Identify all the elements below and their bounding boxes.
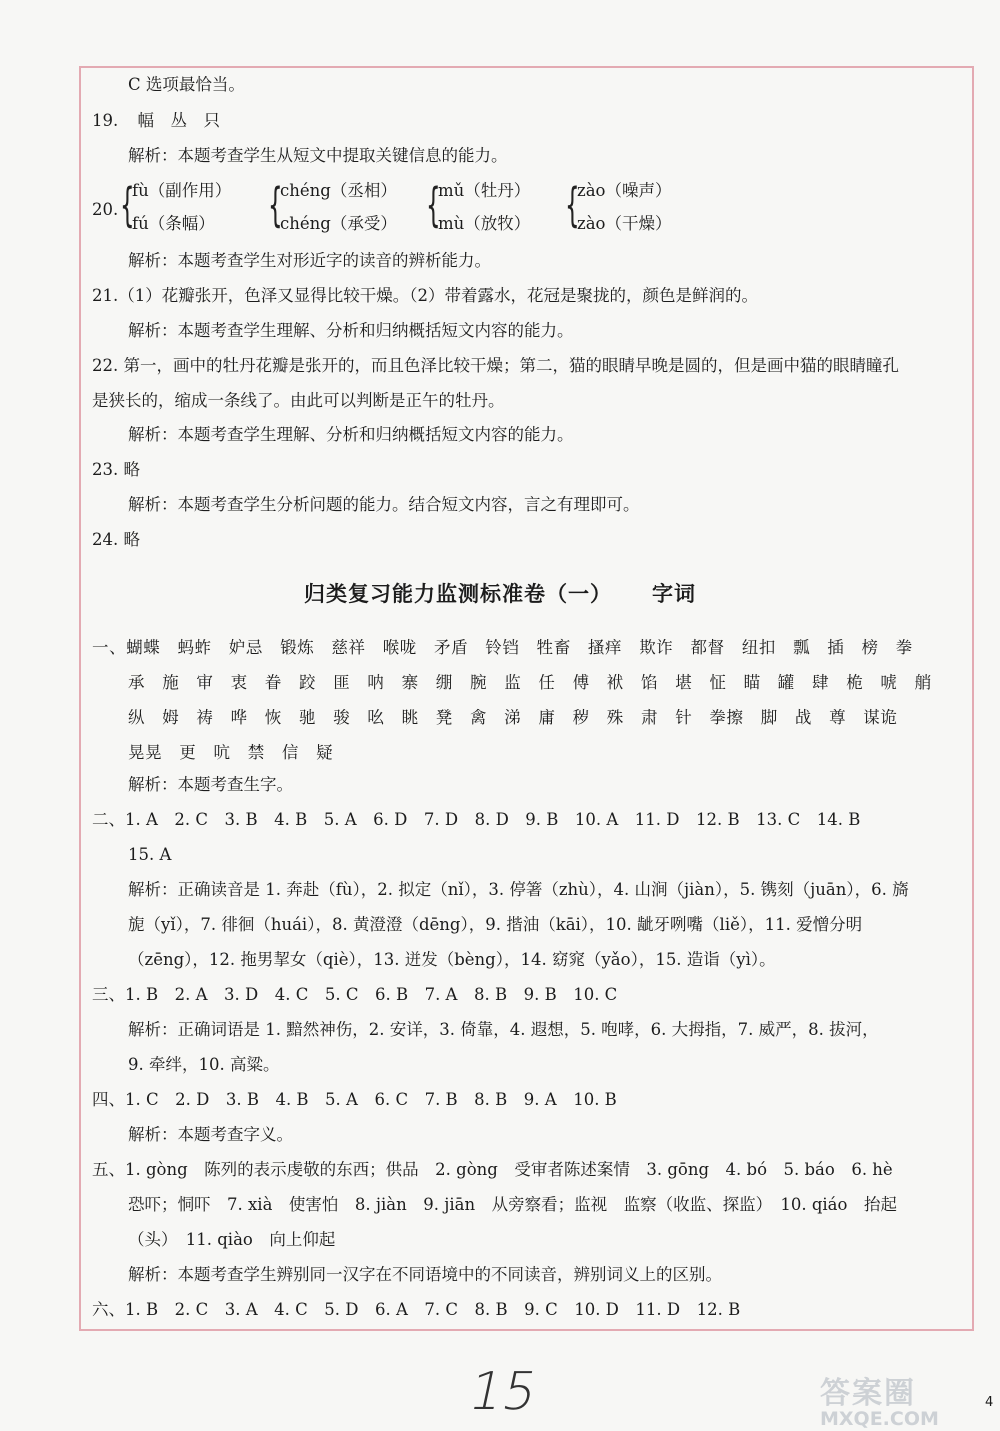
answer-22-cont: 是狭长的，缩成一条线了。由此可以判断是正午的牡丹。 [92,391,505,410]
part5-answers-3: （头） 11. qiào 向上仰起 [128,1230,336,1249]
part1-row-4: 晃晃 更 吭 禁 信 疑 [128,743,334,762]
brace-icon: { [426,178,441,232]
answer-24: 24. 略 [92,530,140,549]
pair-3-b: mù（放牧） [438,214,531,233]
pair-1-b: fú（条幅） [132,214,215,233]
pair-4-b: zào（干燥） [577,214,672,233]
pair-2-b: chéng（承受） [280,214,397,233]
part2-note-1: 解析：正确读音是 1. 奔赴（fù），2. 拟定（nǐ），3. 停箸（zhù），4. 山涧（jiàn），5. 镌刻（juān），6. 旖 [128,880,909,899]
answer-20-note: 解析：本题考查学生对形近字的读音的辨析能力。 [128,251,491,270]
answer-19-note: 解析：本题考查学生从短文中提取关键信息的能力。 [128,146,508,165]
part3-note-2: 9. 牵绊，10. 高粱。 [128,1055,280,1074]
answer-18-tail: C 选项最恰当。 [128,75,245,94]
answer-19-text: 幅 丛 只 [137,111,220,130]
part2-answers-cont: 15. A [128,845,172,864]
section-title-sub: 字词 [652,582,696,606]
answer-21: 21.（1）花瓣张开，色泽又显得比较干燥。（2）带着露水，花冠是聚拢的，颜色是鲜润的。 [92,286,758,305]
page-number: 4 [985,1395,994,1410]
watermark-logo [820,1368,990,1430]
brace-icon: { [268,178,283,232]
brace-icon: { [120,178,135,232]
brace-icon: { [565,178,580,232]
answer-23-note: 解析：本题考查学生分析问题的能力。结合短文内容，言之有理即可。 [128,495,640,514]
answer-22-note: 解析：本题考查学生理解、分析和归纳概括短文内容的能力。 [128,425,574,444]
answer-19-num: 19. [92,111,119,130]
pair-2-a: chéng（丞相） [280,181,397,200]
answer-22: 22. 第一，画中的牡丹花瓣是张开的，而且色泽比较干燥；第二，猫的眼睛早晚是圆的，但是画中猫的眼睛瞳孔 [92,356,899,375]
answer-21-note: 解析：本题考查学生理解、分析和归纳概括短文内容的能力。 [128,321,574,340]
part6-answers: 六、1. B 2. C 3. A 4. C 5. D 6. A 7. C 8. B 9. C 10. D 11. D 12. B [92,1300,741,1319]
part1-row-3: 纵 姆 祷 哗 恢 驰 骏 吆 眺 凳 禽 涕 庸 秽 殊 肃 针 拳擦 脚 战 尊 谋诡 [128,708,898,727]
part1-note: 解析：本题考查生字。 [128,775,293,794]
handwritten-page-number: 15 [463,1362,543,1422]
part5-answers-1: 五、1. gòng 陈列的表示虔敬的东西；供品 2. gòng 受审者陈述案情 3. gōng 4. bó 5. báo 6. hè [92,1160,893,1179]
answer-20-num: 20. [92,200,119,219]
part2-note-2: 旎（yǐ），7. 徘徊（huái），8. 黄澄澄（dēng），9. 揩油（kāi），10. 龇牙咧嘴（liě），11. 爱憎分明 [128,915,863,934]
pair-4-a: zào（噪声） [577,181,672,200]
part2-answers: 二、1. A 2. C 3. B 4. B 5. A 6. D 7. D 8. D 9. B 10. A 11. D 12. B 13. C 14. B [92,810,861,829]
part3-answers: 三、1. B 2. A 3. D 4. C 5. C 6. B 7. A 8. B 9. B 10. C [92,985,618,1004]
section-title [0,578,1000,608]
section-title-main: 归类复习能力监测标准卷（一） [304,582,612,606]
watermark-text: 答案圈 [820,1376,916,1411]
part3-note-1: 解析：正确词语是 1. 黯然神伤，2. 安详，3. 倚靠，4. 遐想，5. 咆哮，6. 大拇指，7. 威严，8. 拔河， [128,1020,879,1039]
answer-23: 23. 略 [92,460,140,479]
pair-1-a: fù（副作用） [132,181,232,200]
answer-19 [92,110,220,132]
part5-note: 解析：本题考查学生辨别同一汉字在不同语境中的不同读音，辨别词义上的区别。 [128,1265,722,1284]
watermark-url: MXQE.COM [820,1408,939,1430]
part1-row-1: 一、蝴蝶 蚂蚱 妒忌 锻炼 慈祥 喉咙 矛盾 铃铛 牲畜 搔痒 欺诈 都督 纽扣 瓢 插 榜 拳 [92,638,913,657]
part1-row-2: 承 施 审 衷 眷 跤 匪 呐 寨 绷 腕 监 任 傅 袱 馅 堪 怔 瞄 罐 肆 桅 唬 艄 [128,673,932,692]
pair-3-a: mǔ（牡丹） [438,181,531,200]
part4-note: 解析：本题考查字义。 [128,1125,293,1144]
part4-answers: 四、1. C 2. D 3. B 4. B 5. A 6. C 7. B 8. B 9. A 10. B [92,1090,617,1109]
part5-answers-2: 恐吓；恫吓 7. xià 使害怕 8. jiàn 9. jiān 从旁察看；监视 监察（收监、探监） 10. qiáo 抬起 [128,1195,897,1214]
part2-note-3: （zēng），12. 拖男挈女（qiè），13. 迸发（bèng），14. 窈窕（yǎo），15. 造诣（yì）。 [128,950,776,969]
